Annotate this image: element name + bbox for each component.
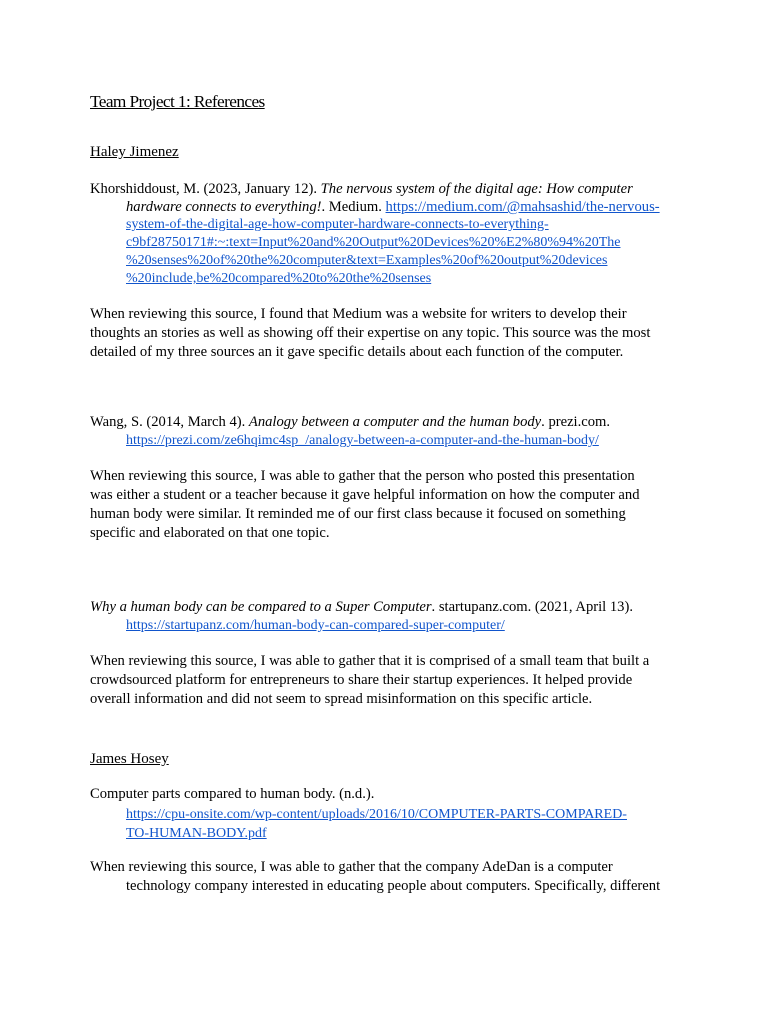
review-line: When reviewing this source, I was able to gather that the company AdeDan is a computer bbox=[90, 859, 613, 875]
citation-link[interactable]: %20senses%20of%20the%20computer&text=Examples%20of%20output%20devices bbox=[126, 253, 608, 268]
review-paragraph bbox=[90, 305, 682, 362]
review-line: When reviewing this source, I found that Medium was a website for writers to develop their bbox=[90, 306, 627, 322]
citation-link[interactable]: https://prezi.com/ze6hqimc4sp_/analogy-between-a-computer-and-the-human-body/ bbox=[126, 433, 599, 448]
citation-author-date: Wang, S. (2014, March 4). bbox=[90, 414, 249, 430]
review-line: specific and elaborated on that one topic. bbox=[90, 525, 330, 541]
citation-link[interactable]: %20include,be%20compared%20to%20the%20senses bbox=[126, 271, 432, 286]
reference-entry bbox=[90, 785, 690, 843]
citation-link[interactable]: system-of-the-digital-age-how-computer-hardware-connects-to-everything- bbox=[126, 217, 549, 232]
citation-line bbox=[90, 785, 690, 804]
review-paragraph bbox=[90, 467, 682, 543]
citation-line bbox=[90, 413, 690, 432]
author-heading: James Hosey bbox=[90, 751, 169, 767]
citation-link[interactable]: https://cpu-onsite.com/wp-content/uploads/2016/10/COMPUTER-PARTS-COMPARED- bbox=[126, 807, 627, 822]
review-line: thoughts an stories as well as showing off their expertise on any topic. This source was the most bbox=[90, 325, 651, 341]
reference-entry bbox=[90, 180, 690, 288]
review-line: crowdsourced platform for entrepreneurs to share their startup experiences. It helped provide bbox=[90, 672, 633, 688]
citation-title: hardware connects to everything! bbox=[126, 199, 322, 215]
review-line: When reviewing this source, I was able to gather that the person who posted this presentation bbox=[90, 468, 635, 484]
review-line: technology company interested in educating people about computers. Specifically, different bbox=[126, 878, 661, 894]
citation-link[interactable]: TO-HUMAN-BODY.pdf bbox=[126, 826, 267, 841]
citation-line bbox=[90, 180, 690, 198]
review-line: was either a student or a teacher because it gave helpful information on how the computer and bbox=[90, 487, 640, 503]
review-paragraph bbox=[90, 858, 690, 896]
citation-link[interactable]: https://medium.com/@mahsashid/the-nervous- bbox=[385, 199, 660, 215]
citation-link[interactable]: https://startupanz.com/human-body-can-compared-super-computer/ bbox=[126, 618, 505, 633]
citation-publisher: . Medium. bbox=[321, 199, 386, 215]
review-paragraph bbox=[90, 652, 682, 709]
reference-entry bbox=[90, 598, 690, 635]
citation-line bbox=[90, 198, 690, 216]
review-line: detailed of my three sources an it gave specific details about each function of the computer. bbox=[90, 344, 624, 360]
citation-title: The nervous system of the digital age: How computer bbox=[320, 181, 633, 197]
reference-entry bbox=[90, 413, 690, 450]
citation-title: Computer parts compared to human body. (n.d.). bbox=[90, 786, 375, 802]
review-line: overall information and did not seem to spread misinformation on this specific article. bbox=[90, 691, 593, 707]
citation-link[interactable]: c9bf28750171#:~:text=Input%20and%20Output%20Devices%20%E2%80%94%20The bbox=[126, 235, 621, 250]
citation-title: Analogy between a computer and the human body bbox=[248, 414, 542, 430]
citation-publisher: . startupanz.com. (2021, April 13). bbox=[431, 599, 633, 615]
citation-line bbox=[90, 598, 690, 617]
review-line: human body were similar. It reminded me of our first class because it focused on something bbox=[90, 506, 626, 522]
citation-publisher: . prezi.com. bbox=[541, 414, 611, 430]
citation-title: Why a human body can be compared to a Super Computer bbox=[90, 599, 432, 615]
review-line: When reviewing this source, I was able to gather that it is comprised of a small team that built a bbox=[90, 653, 650, 669]
page-title: Team Project 1: References bbox=[90, 92, 265, 111]
author-heading: Haley Jimenez bbox=[90, 144, 179, 160]
citation-author-date: Khorshiddoust, M. (2023, January 12). bbox=[90, 181, 321, 197]
